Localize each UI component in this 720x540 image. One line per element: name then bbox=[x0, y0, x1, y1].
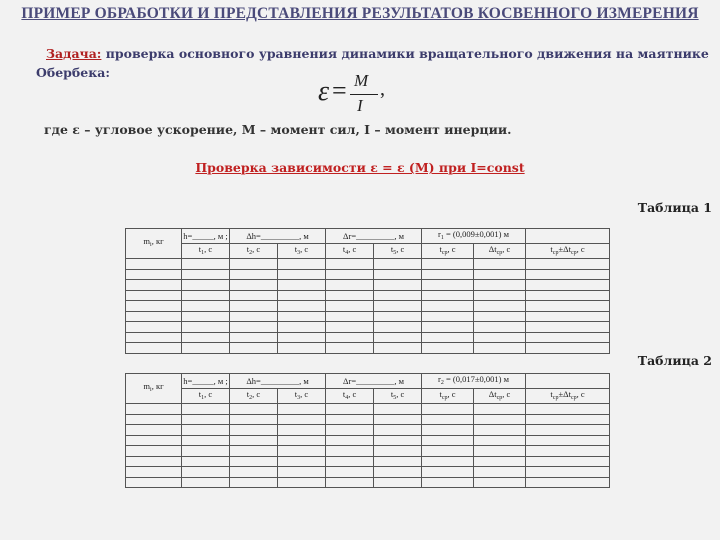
table-cell[interactable] bbox=[182, 259, 230, 270]
time-unit: , с bbox=[300, 388, 309, 399]
time-unit: , с bbox=[252, 243, 261, 254]
table-row bbox=[126, 404, 610, 415]
result-mid: ±Δt bbox=[558, 388, 571, 399]
mass-sub: i bbox=[150, 387, 152, 393]
table-cell[interactable] bbox=[182, 343, 230, 354]
formula-equals: = bbox=[332, 76, 347, 105]
result-header-top bbox=[526, 374, 610, 389]
table-cell[interactable] bbox=[278, 467, 326, 478]
mean-time-label: t bbox=[439, 243, 442, 254]
table-cell[interactable] bbox=[182, 414, 230, 425]
table-row bbox=[126, 259, 610, 270]
table-cell[interactable] bbox=[126, 446, 182, 457]
table-cell[interactable] bbox=[422, 456, 474, 467]
table-cell[interactable] bbox=[526, 477, 610, 488]
time-unit: , с bbox=[300, 243, 309, 254]
r-sub: 2 bbox=[440, 379, 444, 386]
table-cell[interactable] bbox=[326, 322, 374, 333]
mean-time-header bbox=[422, 244, 474, 259]
table-cell[interactable] bbox=[326, 301, 374, 312]
table-cell[interactable] bbox=[126, 456, 182, 467]
table-cell[interactable] bbox=[422, 467, 474, 478]
table-cell[interactable] bbox=[474, 425, 526, 436]
table-cell[interactable] bbox=[182, 404, 230, 415]
time-sub: 1 bbox=[201, 249, 205, 256]
time-label: t bbox=[246, 388, 250, 399]
table-cell[interactable] bbox=[278, 404, 326, 415]
table-cell[interactable] bbox=[422, 280, 474, 291]
table-cell[interactable] bbox=[182, 477, 230, 488]
check-heading: Проверка зависимости ε = ε (M) при I=const bbox=[195, 160, 525, 175]
table-cell[interactable] bbox=[526, 311, 610, 322]
table-cell[interactable] bbox=[278, 301, 326, 312]
table-cell[interactable] bbox=[182, 435, 230, 446]
formula-epsilon: ε bbox=[318, 76, 330, 107]
table-cell[interactable] bbox=[278, 332, 326, 343]
dr-header bbox=[326, 229, 422, 244]
mean-time-unit: , с bbox=[447, 388, 456, 399]
dh-label: Δh=_________, м bbox=[246, 230, 309, 241]
table-row bbox=[126, 269, 610, 280]
table-row bbox=[126, 477, 610, 488]
table-cell[interactable] bbox=[230, 280, 278, 291]
table-cell[interactable] bbox=[126, 332, 182, 343]
table-cell[interactable] bbox=[474, 332, 526, 343]
table-cell[interactable] bbox=[230, 414, 278, 425]
table-cell[interactable] bbox=[326, 456, 374, 467]
mass-label: m bbox=[143, 381, 151, 391]
table-cell[interactable] bbox=[474, 456, 526, 467]
time-col-header bbox=[278, 389, 326, 404]
table-cell[interactable] bbox=[182, 269, 230, 280]
time-label: t bbox=[246, 243, 250, 254]
table-row bbox=[126, 446, 610, 457]
table-cell[interactable] bbox=[374, 301, 422, 312]
table-cell[interactable] bbox=[374, 259, 422, 270]
table-cell[interactable] bbox=[374, 332, 422, 343]
table-cell[interactable] bbox=[230, 311, 278, 322]
table-cell[interactable] bbox=[526, 414, 610, 425]
table-cell[interactable] bbox=[126, 269, 182, 280]
time-label: t bbox=[294, 388, 298, 399]
table-cell[interactable] bbox=[526, 467, 610, 478]
table-cell[interactable] bbox=[474, 259, 526, 270]
table-cell[interactable] bbox=[474, 311, 526, 322]
table1 bbox=[125, 228, 610, 354]
table-cell[interactable] bbox=[422, 414, 474, 425]
time-label: t bbox=[198, 243, 202, 254]
r-label: r bbox=[438, 228, 441, 239]
table2 bbox=[125, 373, 610, 488]
table-row bbox=[126, 414, 610, 425]
table-cell[interactable] bbox=[526, 435, 610, 446]
table-row bbox=[126, 332, 610, 343]
mean-time-sub: ср bbox=[441, 394, 448, 401]
table-cell[interactable] bbox=[278, 446, 326, 457]
table-cell[interactable] bbox=[126, 414, 182, 425]
mean-error-sub: ср bbox=[496, 249, 503, 256]
mean-error-header bbox=[474, 389, 526, 404]
time-sub: 3 bbox=[297, 249, 301, 256]
result-sub2: ср bbox=[570, 394, 577, 401]
table-cell[interactable] bbox=[526, 269, 610, 280]
table-cell[interactable] bbox=[422, 425, 474, 436]
table-cell[interactable] bbox=[474, 343, 526, 354]
table-cell[interactable] bbox=[526, 290, 610, 301]
r-value: = (0,017±0,001) м bbox=[443, 373, 510, 384]
formula-comma: , bbox=[380, 78, 385, 100]
table-cell[interactable] bbox=[230, 343, 278, 354]
r-header bbox=[422, 374, 526, 389]
table-cell[interactable] bbox=[474, 435, 526, 446]
table-cell[interactable] bbox=[230, 290, 278, 301]
table-cell[interactable] bbox=[326, 425, 374, 436]
time-unit: , с bbox=[348, 243, 357, 254]
where-text: где ε – угловое ускорение, M – момент сил, I – момент инерции. bbox=[44, 122, 512, 137]
mean-error-sub: ср bbox=[496, 394, 503, 401]
time-col-header bbox=[326, 389, 374, 404]
table-cell[interactable] bbox=[182, 280, 230, 291]
time-label: t bbox=[294, 243, 298, 254]
task-text-line1: проверка основного уравнения динамики вращательного движения на маятнике bbox=[101, 46, 709, 61]
time-sub: 5 bbox=[393, 249, 397, 256]
result-unit: , с bbox=[576, 243, 585, 254]
table-cell[interactable] bbox=[278, 322, 326, 333]
table-cell[interactable] bbox=[422, 446, 474, 457]
table-cell[interactable] bbox=[278, 435, 326, 446]
table-cell[interactable] bbox=[326, 467, 374, 478]
table-cell[interactable] bbox=[126, 322, 182, 333]
time-unit: , с bbox=[348, 388, 357, 399]
mean-error-unit: , с bbox=[502, 243, 511, 254]
time-sub: 1 bbox=[201, 394, 205, 401]
table-cell[interactable] bbox=[422, 322, 474, 333]
result-label: t bbox=[550, 388, 553, 399]
table-cell[interactable] bbox=[278, 343, 326, 354]
h-label: h=_____, м ; bbox=[183, 230, 228, 241]
result-header-top bbox=[526, 229, 610, 244]
table-cell[interactable] bbox=[526, 456, 610, 467]
table-cell[interactable] bbox=[374, 435, 422, 446]
table-cell[interactable] bbox=[374, 414, 422, 425]
table-cell[interactable] bbox=[126, 425, 182, 436]
time-label: t bbox=[390, 388, 394, 399]
table-cell[interactable] bbox=[230, 332, 278, 343]
table-cell[interactable] bbox=[326, 311, 374, 322]
time-sub: 2 bbox=[249, 394, 253, 401]
table-cell[interactable] bbox=[374, 446, 422, 457]
table-cell[interactable] bbox=[326, 332, 374, 343]
table-cell[interactable] bbox=[474, 467, 526, 478]
table-cell[interactable] bbox=[374, 456, 422, 467]
dh-header bbox=[230, 229, 326, 244]
mass-header bbox=[126, 229, 182, 259]
time-unit: , с bbox=[204, 243, 213, 254]
result-label: t bbox=[550, 243, 553, 254]
table-cell[interactable] bbox=[230, 446, 278, 457]
time-sub: 5 bbox=[393, 394, 397, 401]
table-cell[interactable] bbox=[474, 404, 526, 415]
table-cell[interactable] bbox=[374, 477, 422, 488]
table-cell[interactable] bbox=[278, 280, 326, 291]
time-unit: , с bbox=[252, 388, 261, 399]
mean-error-header bbox=[474, 244, 526, 259]
mass-sub: i bbox=[150, 242, 152, 248]
table-cell[interactable] bbox=[182, 446, 230, 457]
table-cell[interactable] bbox=[374, 425, 422, 436]
table-cell[interactable] bbox=[230, 435, 278, 446]
mean-error-label: Δt bbox=[488, 388, 497, 399]
table-row bbox=[126, 343, 610, 354]
table-cell[interactable] bbox=[230, 322, 278, 333]
table-cell[interactable] bbox=[230, 456, 278, 467]
dr-header bbox=[326, 374, 422, 389]
time-col-header bbox=[374, 389, 422, 404]
mean-time-unit: , с bbox=[447, 243, 456, 254]
table-cell[interactable] bbox=[326, 435, 374, 446]
table-row bbox=[126, 435, 610, 446]
table-cell[interactable] bbox=[474, 301, 526, 312]
time-col-header bbox=[230, 389, 278, 404]
table-cell[interactable] bbox=[278, 259, 326, 270]
mean-error-unit: , с bbox=[502, 388, 511, 399]
table-cell[interactable] bbox=[182, 425, 230, 436]
table-cell[interactable] bbox=[422, 301, 474, 312]
table-cell[interactable] bbox=[126, 477, 182, 488]
dr-label: Δr=_________, м bbox=[343, 230, 405, 241]
table-cell[interactable] bbox=[182, 456, 230, 467]
table-cell[interactable] bbox=[422, 404, 474, 415]
table-row bbox=[126, 425, 610, 436]
table-cell[interactable] bbox=[126, 343, 182, 354]
table-cell[interactable] bbox=[474, 477, 526, 488]
table-cell[interactable] bbox=[526, 322, 610, 333]
time-label: t bbox=[198, 388, 202, 399]
table-cell[interactable] bbox=[278, 290, 326, 301]
time-unit: , с bbox=[204, 388, 213, 399]
table-cell[interactable] bbox=[278, 311, 326, 322]
table-cell[interactable] bbox=[374, 343, 422, 354]
table-cell[interactable] bbox=[326, 446, 374, 457]
table-cell[interactable] bbox=[326, 343, 374, 354]
table-cell[interactable] bbox=[374, 280, 422, 291]
table-cell[interactable] bbox=[182, 322, 230, 333]
table-cell[interactable] bbox=[526, 259, 610, 270]
result-header bbox=[526, 389, 610, 404]
table-row bbox=[126, 301, 610, 312]
table-cell[interactable] bbox=[182, 290, 230, 301]
time-sub: 4 bbox=[345, 394, 349, 401]
time-col-header bbox=[278, 244, 326, 259]
table-cell[interactable] bbox=[474, 290, 526, 301]
table-cell[interactable] bbox=[422, 343, 474, 354]
table-cell[interactable] bbox=[126, 467, 182, 478]
table-cell[interactable] bbox=[526, 301, 610, 312]
mass-unit: , кг bbox=[151, 236, 164, 246]
table-cell[interactable] bbox=[422, 259, 474, 270]
table-cell[interactable] bbox=[326, 477, 374, 488]
table-cell[interactable] bbox=[126, 280, 182, 291]
table-cell[interactable] bbox=[526, 425, 610, 436]
table-row bbox=[126, 467, 610, 478]
table-cell[interactable] bbox=[474, 414, 526, 425]
formula-numerator: M bbox=[354, 71, 369, 90]
time-unit: , с bbox=[396, 388, 405, 399]
table-cell[interactable] bbox=[182, 332, 230, 343]
table-cell[interactable] bbox=[230, 477, 278, 488]
table-cell[interactable] bbox=[278, 414, 326, 425]
table-cell[interactable] bbox=[230, 425, 278, 436]
page-title: ПРИМЕР ОБРАБОТКИ И ПРЕДСТАВЛЕНИЯ РЕЗУЛЬТАТОВ КОСВЕННОГО ИЗМЕРЕНИЯ bbox=[21, 5, 699, 22]
r-label: r bbox=[438, 373, 441, 384]
table-row bbox=[126, 456, 610, 467]
table-cell[interactable] bbox=[422, 269, 474, 280]
table-cell[interactable] bbox=[422, 435, 474, 446]
table-cell[interactable] bbox=[526, 343, 610, 354]
table-cell[interactable] bbox=[278, 269, 326, 280]
table-cell[interactable] bbox=[126, 301, 182, 312]
table2-caption: Таблица 2 bbox=[637, 353, 712, 368]
time-sub: 4 bbox=[345, 249, 349, 256]
table-cell[interactable] bbox=[326, 269, 374, 280]
table-cell[interactable] bbox=[126, 311, 182, 322]
table-cell[interactable] bbox=[474, 322, 526, 333]
result-sub: ср bbox=[552, 394, 559, 401]
table-cell[interactable] bbox=[422, 332, 474, 343]
table-cell[interactable] bbox=[278, 425, 326, 436]
task-text-line2: Обербека: bbox=[36, 65, 110, 80]
table-cell[interactable] bbox=[278, 477, 326, 488]
dr-label: Δr=_________, м bbox=[343, 375, 405, 386]
table-cell[interactable] bbox=[374, 269, 422, 280]
table-cell[interactable] bbox=[526, 332, 610, 343]
time-unit: , с bbox=[396, 243, 405, 254]
r-value: = (0,009±0,001) м bbox=[443, 228, 510, 239]
table-cell[interactable] bbox=[326, 280, 374, 291]
table-row bbox=[126, 280, 610, 291]
formula-fraction-bar bbox=[350, 94, 378, 95]
formula-denominator: I bbox=[357, 96, 363, 115]
time-col-header bbox=[182, 389, 230, 404]
time-col-header bbox=[230, 244, 278, 259]
table-cell[interactable] bbox=[126, 404, 182, 415]
time-label: t bbox=[342, 243, 346, 254]
table-cell[interactable] bbox=[374, 311, 422, 322]
table-cell[interactable] bbox=[474, 280, 526, 291]
table-cell[interactable] bbox=[230, 259, 278, 270]
table-row bbox=[126, 322, 610, 333]
table-cell[interactable] bbox=[526, 280, 610, 291]
table1-caption: Таблица 1 bbox=[637, 200, 712, 215]
time-label: t bbox=[390, 243, 394, 254]
table-row bbox=[126, 311, 610, 322]
mass-label: m bbox=[143, 236, 151, 246]
table-cell[interactable] bbox=[230, 404, 278, 415]
task-label: Задача: bbox=[46, 46, 102, 61]
table-cell[interactable] bbox=[374, 467, 422, 478]
table-cell[interactable] bbox=[422, 477, 474, 488]
time-col-header bbox=[374, 244, 422, 259]
formula bbox=[318, 70, 408, 122]
table-cell[interactable] bbox=[326, 259, 374, 270]
table-cell[interactable] bbox=[182, 467, 230, 478]
table-cell[interactable] bbox=[126, 290, 182, 301]
mean-error-label: Δt bbox=[488, 243, 497, 254]
time-col-header bbox=[326, 244, 374, 259]
mass-unit: , кг bbox=[151, 381, 164, 391]
table-cell[interactable] bbox=[374, 290, 422, 301]
table-cell[interactable] bbox=[526, 446, 610, 457]
h-header bbox=[182, 229, 230, 244]
table-cell[interactable] bbox=[126, 435, 182, 446]
h-label: h=_____, м ; bbox=[183, 375, 228, 386]
time-sub: 3 bbox=[297, 394, 301, 401]
mean-time-header bbox=[422, 389, 474, 404]
table-cell[interactable] bbox=[374, 322, 422, 333]
table-cell[interactable] bbox=[422, 311, 474, 322]
table-cell[interactable] bbox=[422, 290, 474, 301]
result-unit: , с bbox=[576, 388, 585, 399]
table-cell[interactable] bbox=[326, 404, 374, 415]
table-cell[interactable] bbox=[326, 414, 374, 425]
table-cell[interactable] bbox=[182, 301, 230, 312]
mean-time-label: t bbox=[439, 388, 442, 399]
time-label: t bbox=[342, 388, 346, 399]
time-sub: 2 bbox=[249, 249, 253, 256]
table-cell[interactable] bbox=[278, 456, 326, 467]
result-header bbox=[526, 244, 610, 259]
table-cell[interactable] bbox=[526, 404, 610, 415]
r-sub: 1 bbox=[440, 234, 444, 241]
table-cell[interactable] bbox=[230, 269, 278, 280]
mean-time-sub: ср bbox=[441, 249, 448, 256]
dh-label: Δh=_________, м bbox=[246, 375, 309, 386]
table-cell[interactable] bbox=[126, 259, 182, 270]
table-cell[interactable] bbox=[474, 269, 526, 280]
mass-header bbox=[126, 374, 182, 404]
table-cell[interactable] bbox=[374, 404, 422, 415]
time-col-header bbox=[182, 244, 230, 259]
table-cell[interactable] bbox=[326, 290, 374, 301]
table-cell[interactable] bbox=[474, 446, 526, 457]
h-header bbox=[182, 374, 230, 389]
dh-header bbox=[230, 374, 326, 389]
table-cell[interactable] bbox=[230, 301, 278, 312]
table-row bbox=[126, 290, 610, 301]
table-cell[interactable] bbox=[182, 311, 230, 322]
result-sub: ср bbox=[552, 249, 559, 256]
r-header bbox=[422, 229, 526, 244]
result-mid: ±Δt bbox=[558, 243, 571, 254]
result-sub2: ср bbox=[570, 249, 577, 256]
table-cell[interactable] bbox=[230, 467, 278, 478]
